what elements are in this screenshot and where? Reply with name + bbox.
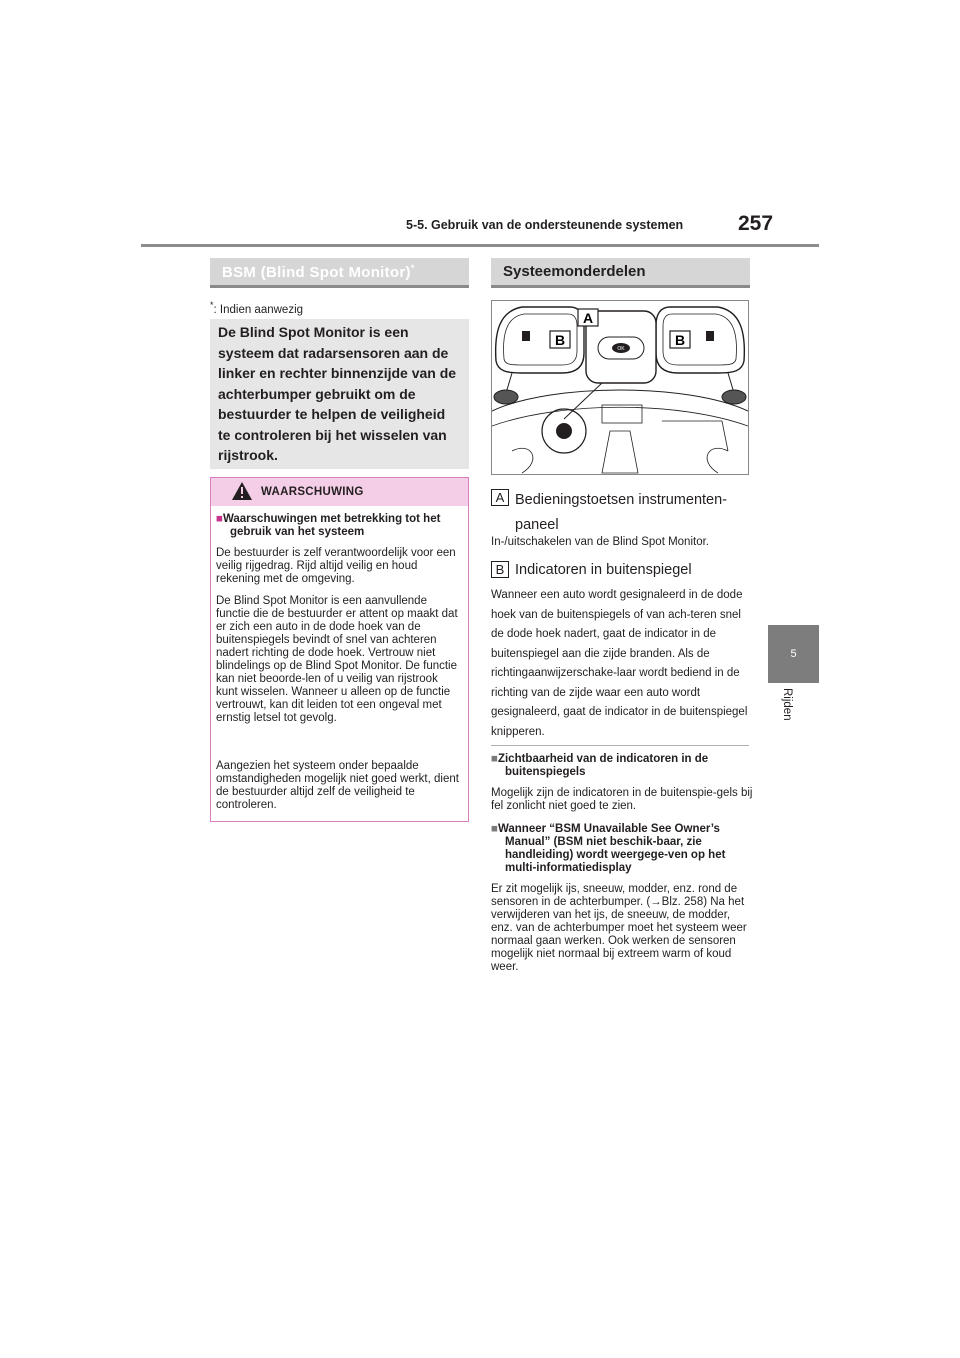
warning-paragraph-2: De Blind Spot Monitor is een aanvullende functie die de bestuurder er attent op maakt dat er zich een auto in de dode hoek van de buitenspiegels bevindt of snel van achteren nadert richting de dode hoek. Vertrouw niet blindelings op de Blind Spot Monitor. De functie kan niet beoorde-len of u veilig van rijstrook kunt wisselen. Wanneer u alleen op de functie vertrouwt, kan dit leiden tot een ongeval met ernstig letsel tot gevolg. <box>216 595 458 724</box>
warning-box <box>210 477 469 822</box>
warning-header <box>211 478 468 506</box>
note-bsm-text: Er zit mogelijk ijs, sneeuw, modder, enz. rond de sensoren in de achterbumper. (→Blz. 258) Na het verwijderen van het ijs, de sneeuw, de modder, enz. van de achterbumper moet het systeem weer normaal gaan werken. Ook werken de sensoren mogelijk niet normaal bij extreem warm of koud weer. <box>491 883 747 973</box>
warning-triangle-icon <box>231 481 253 501</box>
note-bsm-unavailable <box>491 823 753 974</box>
item-b-label-box: B <box>491 561 509 578</box>
running-header: 5-5. Gebruik van de ondersteunende systemen <box>406 218 684 232</box>
section-divider <box>491 745 749 746</box>
dashboard-illustration <box>491 300 749 475</box>
warning-paragraph-1: De bestuurder is zelf verantwoordelijk voor een veilig rijgedrag. Rijd altijd veilig en houd rekening met de omgeving. <box>216 547 456 585</box>
callout-b-right: B <box>674 332 686 348</box>
page-number: 257 <box>738 212 774 235</box>
note-visibility-heading: Zichtbaarheid van de indicatoren in de buitenspiegels <box>497 753 709 778</box>
square-bullet-icon: ■ <box>491 753 498 765</box>
note-bsm-heading: Wanneer “BSM Unavailable See Owner’s Manual” (BSM niet beschik-baar, zie handleiding) wordt weergege-ven op het multi-informatiedisplay <box>497 823 726 874</box>
callout-a: A <box>582 310 594 326</box>
item-a-description: In-/uitschakelen van de Blind Spot Monitor. <box>491 536 709 548</box>
header-rule <box>141 244 819 247</box>
warning-subheading <box>216 513 461 539</box>
dashboard-drawing <box>492 301 748 474</box>
footnote-text: : Indien aanwezig <box>213 303 304 316</box>
item-b-description: Wanneer een auto wordt gesignaleerd in de dode hoek van de buitenspiegels of van ach-teren snel de dode hoek nadert, gaat de indicator in de buitenspiegel aan die zijde branden. Als de richtingaanwijzerschake-laar wordt bediend in de richting van de zijde waar een auto wordt gesignaleerd, gaat de indicator in de buitenspiegel knipperen. <box>491 589 748 738</box>
item-a-key <box>491 489 509 506</box>
warning-subheading-text: Waarschuwingen met betrekking tot het gebruik van het systeem <box>222 513 441 538</box>
footnote-mark: * <box>210 300 214 310</box>
section-title-components: Systeemonderdelen <box>503 263 646 280</box>
item-a-title <box>515 489 727 536</box>
square-bullet-icon: ■ <box>491 823 498 835</box>
item-a-label-box: A <box>491 489 509 506</box>
square-bullet-icon: ■ <box>216 513 223 525</box>
warning-title: WAARSCHUWING <box>261 486 364 498</box>
item-a-title-line1: Bedieningstoetsen instrumenten- <box>515 492 727 508</box>
chapter-label: Rijden <box>781 688 793 721</box>
warning-paragraph-3: Aangezien het systeem onder bepaalde omstandigheden mogelijk niet goed werkt, dient de bestuurder altijd zelf de veiligheid te controleren. <box>216 760 459 811</box>
item-b-key <box>491 561 509 578</box>
callout-b-left: B <box>554 332 566 348</box>
section-heading-components <box>491 258 750 288</box>
intro-box: De Blind Spot Monitor is een systeem dat radarsensoren aan de linker en rechter binnenzijde van de achterbumper gebruikt om de bestuurder te helpen de veiligheid te controleren bij het wisselen van rijstrook. <box>210 319 469 469</box>
item-b-title: Indicatoren in buitenspiegel <box>515 562 692 578</box>
item-a-title-line2: paneel <box>515 517 559 533</box>
section-heading-bsm <box>210 258 469 288</box>
note-visibility <box>491 753 753 813</box>
section-title: BSM (Blind Spot Monitor) <box>222 264 411 281</box>
ok-button-label: OK <box>617 346 625 352</box>
footnote <box>210 300 303 316</box>
section-title-asterisk: * <box>410 263 415 273</box>
note-visibility-text: Mogelijk zijn de indicatoren in de buitenspie-gels bij fel zonlicht niet goed te zien. <box>491 787 753 812</box>
chapter-tab: 5 <box>768 625 819 683</box>
